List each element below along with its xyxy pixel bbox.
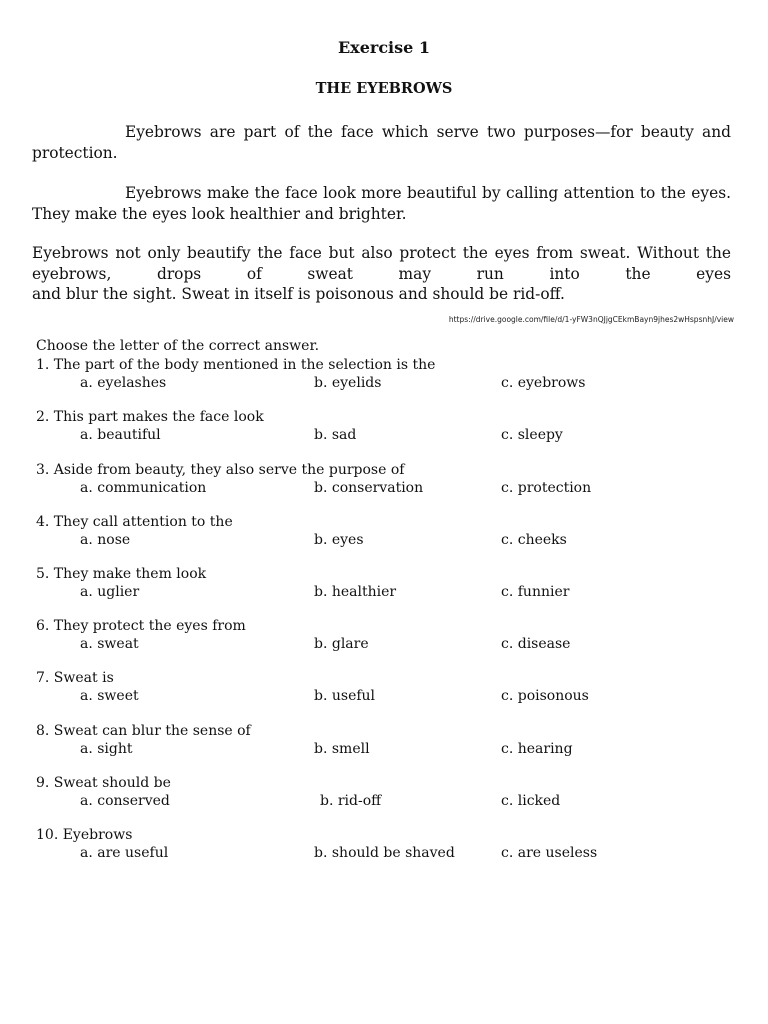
question-4 bbox=[36, 513, 756, 549]
option-b: b. rid-off bbox=[320, 793, 382, 809]
option-b: b. should be shaved bbox=[314, 845, 455, 861]
option-a: a. communication bbox=[80, 480, 207, 496]
page-title: Exercise 1 bbox=[337, 38, 431, 57]
question-prompt: 1. The part of the body mentioned in the selection is the bbox=[36, 357, 436, 373]
answer-options bbox=[36, 792, 756, 810]
option-c: c. sleepy bbox=[501, 427, 563, 443]
option-a: a. conserved bbox=[80, 793, 170, 809]
option-b: b. sad bbox=[314, 427, 357, 443]
option-b: b. glare bbox=[314, 636, 369, 652]
option-c: c. eyebrows bbox=[501, 375, 586, 391]
option-c: c. poisonous bbox=[501, 688, 589, 704]
option-b: b. useful bbox=[314, 688, 376, 704]
answer-options bbox=[36, 374, 756, 392]
passage-title: THE EYEBROWS bbox=[315, 80, 453, 97]
question-1 bbox=[36, 356, 756, 392]
passage-paragraph-3 bbox=[32, 243, 731, 305]
answer-options bbox=[36, 740, 756, 758]
option-b: b. healthier bbox=[314, 584, 397, 600]
option-c: c. funnier bbox=[501, 584, 570, 600]
question-prompt: 8. Sweat can blur the sense of bbox=[36, 723, 251, 739]
question-2 bbox=[36, 408, 756, 444]
source-link[interactable]: https://drive.google.com/file/d/1-yFW3nQJjgCEkmBayn9jhes2wHspsnhJ/view bbox=[448, 315, 734, 324]
option-a: a. are useful bbox=[80, 845, 169, 861]
question-prompt: 4. They call attention to the bbox=[36, 514, 233, 530]
answer-options bbox=[36, 479, 756, 497]
question-9 bbox=[36, 774, 756, 810]
option-a: a. eyelashes bbox=[80, 375, 167, 391]
option-c: c. protection bbox=[501, 480, 592, 496]
option-c: c. cheeks bbox=[501, 532, 567, 548]
answer-options bbox=[36, 635, 756, 653]
passage-paragraph-2: Eyebrows make the face look more beautiful by calling attention to the eyes. They make the eyes look healthier and brighter. bbox=[32, 184, 731, 223]
option-c: c. are useless bbox=[501, 845, 598, 861]
option-b: b. conservation bbox=[314, 480, 424, 496]
option-b: b. eyelids bbox=[314, 375, 382, 391]
instructions: Choose the letter of the correct answer. bbox=[36, 338, 320, 354]
question-prompt: 6. They protect the eyes from bbox=[36, 618, 246, 634]
passage-paragraph-3-line-1: Eyebrows not only beautify the face but also protect the eyes from sweat. Without the eyebrows, drops of sweat may run into the eyes bbox=[32, 244, 731, 283]
answer-options bbox=[36, 426, 756, 444]
passage-paragraph-3-line-2: and blur the sight. Sweat in itself is poisonous and should be rid-off. bbox=[32, 285, 565, 303]
passage-paragraph-1: Eyebrows are part of the face which serve two purposes—for beauty and protection. bbox=[32, 123, 731, 162]
option-b: b. smell bbox=[314, 741, 370, 757]
question-7 bbox=[36, 669, 756, 705]
option-a: a. beautiful bbox=[80, 427, 161, 443]
option-a: a. sweat bbox=[80, 636, 139, 652]
question-prompt: 10. Eyebrows bbox=[36, 827, 133, 843]
question-prompt: 2. This part makes the face look bbox=[36, 409, 264, 425]
question-prompt: 3. Aside from beauty, they also serve the purpose of bbox=[36, 462, 405, 478]
question-prompt: 5. They make them look bbox=[36, 566, 207, 582]
question-6 bbox=[36, 617, 756, 653]
option-b: b. eyes bbox=[314, 532, 364, 548]
question-prompt: 7. Sweat is bbox=[36, 670, 114, 686]
question-prompt: 9. Sweat should be bbox=[36, 775, 171, 791]
answer-options bbox=[36, 583, 756, 601]
option-a: a. sight bbox=[80, 741, 133, 757]
option-a: a. sweet bbox=[80, 688, 139, 704]
answer-options bbox=[36, 531, 756, 549]
answer-options bbox=[36, 687, 756, 705]
question-10 bbox=[36, 826, 756, 862]
question-5 bbox=[36, 565, 756, 601]
answer-options bbox=[36, 844, 756, 862]
question-3 bbox=[36, 461, 756, 497]
option-a: a. uglier bbox=[80, 584, 140, 600]
option-c: c. disease bbox=[501, 636, 571, 652]
option-c: c. hearing bbox=[501, 741, 573, 757]
question-8 bbox=[36, 722, 756, 758]
option-a: a. nose bbox=[80, 532, 131, 548]
option-c: c. licked bbox=[501, 793, 561, 809]
